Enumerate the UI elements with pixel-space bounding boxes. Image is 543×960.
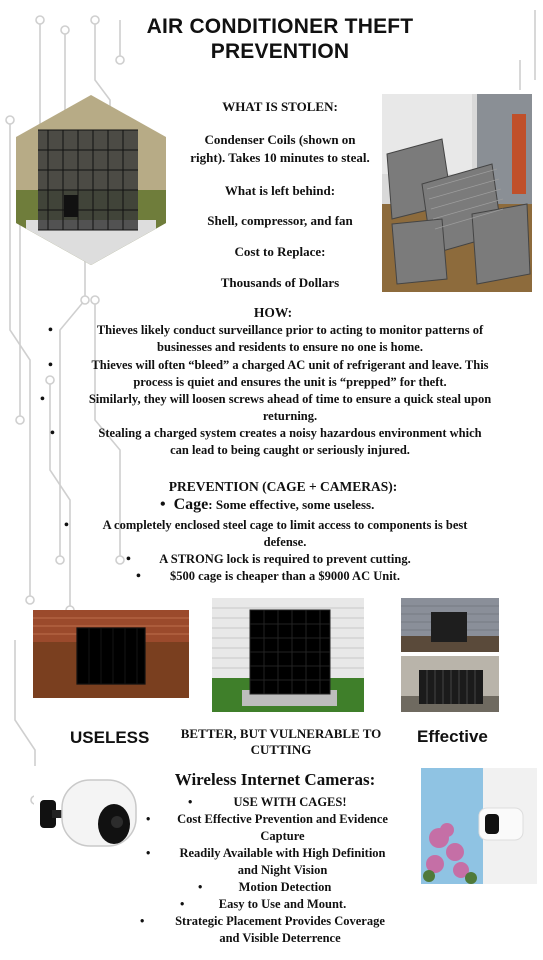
prevention-heading: PREVENTION (CAGE + CAMERAS): bbox=[168, 479, 398, 494]
camera-bullet-3: • Readily Available with High Definition and Night Vision bbox=[146, 846, 386, 877]
left-behind-heading: What is left behind: bbox=[224, 183, 336, 198]
security-camera-photo bbox=[34, 766, 138, 862]
effective-cage-photo-2 bbox=[401, 656, 499, 712]
useless-cage-photo bbox=[33, 610, 189, 698]
better-cage-photo bbox=[212, 598, 364, 712]
stolen-coils-photo bbox=[382, 94, 532, 292]
camera-bullet-6: • Strategic Placement Provides Coverage and Visible Deterrence bbox=[140, 914, 385, 945]
how-bullet-4: • Stealing a charged system creates a noisy hazardous environment which can lead to being caught or seriously injured. bbox=[50, 426, 482, 457]
stolen-description-1: Condenser Coils (shown on bbox=[204, 132, 356, 147]
camera-bullet-5: • Easy to Use and Mount. bbox=[180, 897, 347, 911]
cost-heading: Cost to Replace: bbox=[234, 244, 326, 259]
useless-caption: USELESS bbox=[70, 728, 150, 747]
better-caption: BETTER, BUT VULNERABLE TO CUTTING bbox=[180, 726, 382, 757]
camera-bullet-2: • Cost Effective Prevention and Evidence Capture bbox=[146, 812, 388, 843]
effective-cage-photo-1 bbox=[401, 598, 499, 652]
prevention-bullet-1: • A completely enclosed steel cage to limit access to components is best defense. bbox=[64, 518, 468, 549]
cage-line: • Cage: Some effective, some useless. bbox=[160, 496, 375, 513]
how-bullet-1: • Thieves likely conduct surveillance prior to acting to monitor patterns of businesses and residents to ensure no one is home. bbox=[48, 323, 484, 354]
prevention-bullet-2: • A STRONG lock is required to prevent cutting. bbox=[126, 552, 411, 567]
stolen-description-2: right). Takes 10 minutes to steal. bbox=[190, 150, 370, 165]
cost-value: Thousands of Dollars bbox=[220, 275, 340, 290]
what-stolen-heading: WHAT IS STOLEN: bbox=[222, 99, 338, 114]
mounted-camera-photo bbox=[421, 768, 537, 884]
effective-caption: Effective bbox=[417, 727, 488, 746]
page-title: AIR CONDITIONER THEFT PREVENTION bbox=[146, 15, 414, 63]
camera-bullet-4: • Motion Detection bbox=[198, 880, 332, 894]
prevention-bullet-3: • $500 cage is cheaper than a $9000 AC Unit. bbox=[136, 569, 400, 584]
how-bullet-3: • Similarly, they will loosen screws ahead of time to ensure a quick steal upon returning. bbox=[40, 392, 492, 423]
cameras-heading: Wireless Internet Cameras: bbox=[174, 770, 376, 789]
how-heading: HOW: bbox=[253, 305, 293, 320]
caged-ac-photo bbox=[16, 95, 166, 265]
left-behind-value: Shell, compressor, and fan bbox=[207, 213, 353, 228]
how-bullet-2: • Thieves will often “bleed” a charged AC unit of refrigerant and leave. This process is quiet and ensures the unit is “prepped” for theft. bbox=[48, 358, 489, 389]
camera-bullet-1: • USE WITH CAGES! bbox=[188, 795, 347, 809]
